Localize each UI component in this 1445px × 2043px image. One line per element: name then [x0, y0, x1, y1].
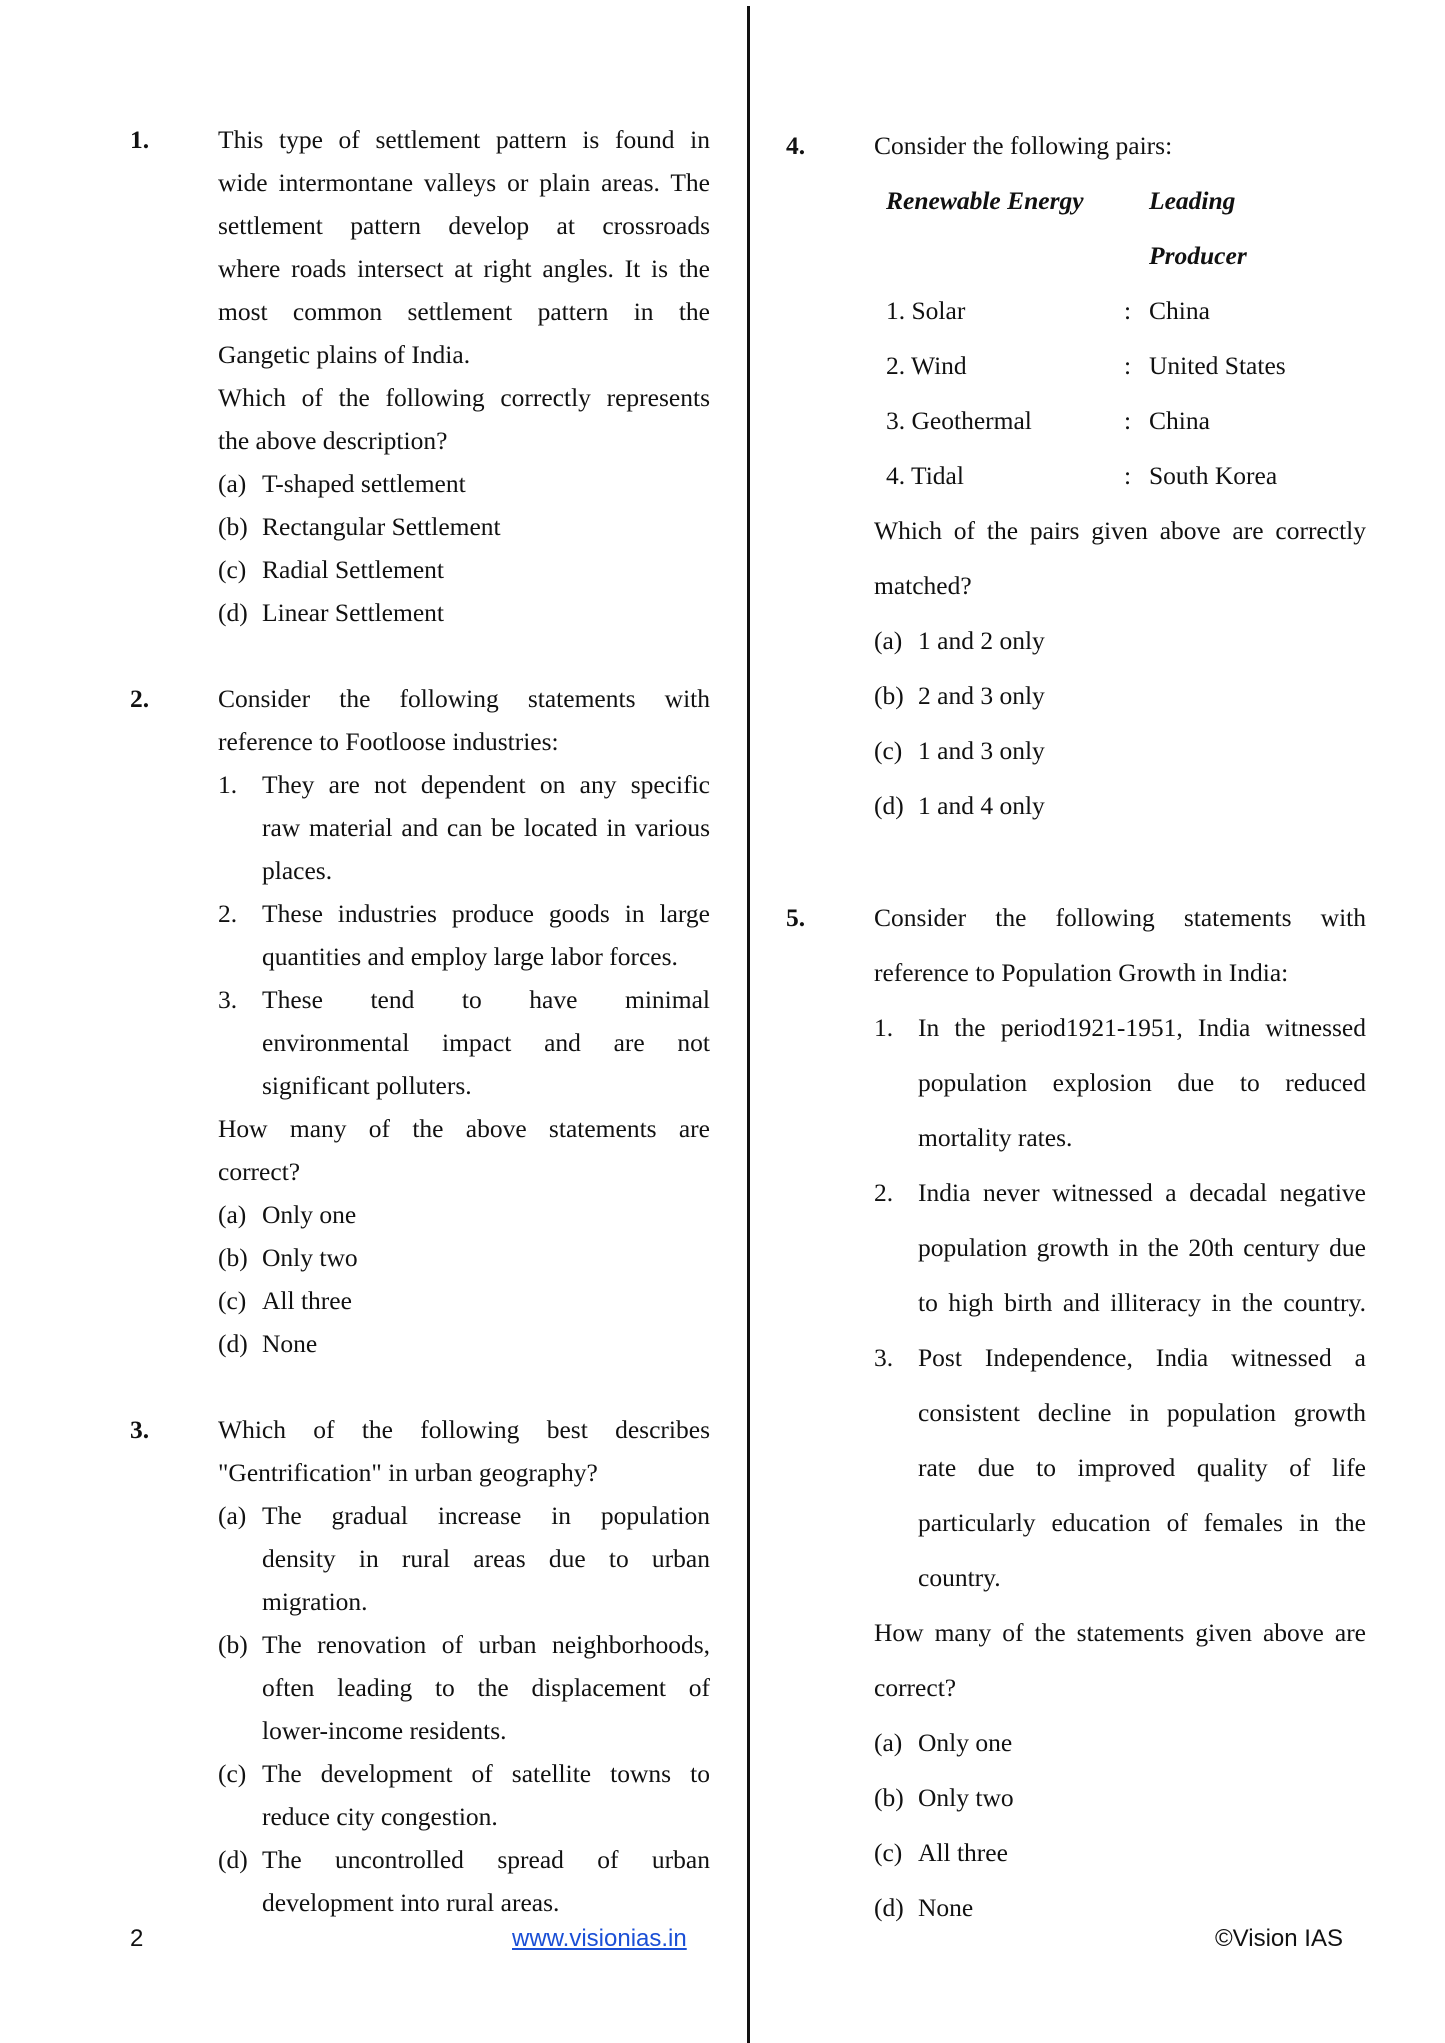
option-a[interactable]: (a) T-shaped settlement [218, 469, 466, 498]
question-text-line: Gangetic plains of India. [218, 340, 471, 369]
option-b[interactable]: (b) The renovation of urban neighborhoods, often leading to the displacement of lower-income residents. [218, 1630, 710, 1745]
option-d[interactable]: (d) None [874, 1893, 974, 1922]
question-prompt-line: Which of the pairs given above are correctly [874, 516, 1366, 545]
question-number: 5. [786, 903, 806, 932]
right-column [786, 118, 1366, 1935]
column-divider [747, 6, 750, 2043]
option-b[interactable]: (b) Rectangular Settlement [218, 512, 501, 541]
question-text-line: reference to Population Growth in India: [874, 958, 1289, 987]
question-number: 3. [130, 1415, 150, 1444]
header-leading-producer: Leading Producer [1149, 186, 1247, 270]
option-b[interactable]: (b) 2 and 3 only [874, 681, 1045, 710]
option-a[interactable]: (a) Only one [218, 1200, 357, 1229]
question-prompt-line: Which of the following correctly represents [218, 383, 710, 412]
pair-row-2: 2. Wind : United States [886, 351, 1286, 380]
question-prompt-line: How many of the above statements are [218, 1114, 710, 1143]
page-number: 2 [130, 1925, 144, 1952]
statement-3: 3. These tend to have minimal environmental impact and are not significant polluters. [218, 985, 710, 1100]
question-number: 4. [786, 131, 806, 160]
option-a[interactable]: (a) The gradual increase in population density in rural areas due to urban migration. [218, 1501, 710, 1616]
question-number: 1. [130, 125, 150, 154]
question-1 [130, 118, 710, 634]
option-b[interactable]: (b) Only two [218, 1243, 358, 1272]
question-2 [130, 677, 710, 1365]
pair-row-1: 1. Solar : China [886, 296, 1210, 325]
statement-2: 2. These industries produce goods in large quantities and employ large labor forces. [218, 899, 710, 971]
question-prompt-line: correct? [874, 1673, 957, 1702]
statement-1: 1. In the period1921-1951, India witnessed population explosion due to reduced mortality rates. [874, 1013, 1366, 1152]
option-d[interactable]: (d) Linear Settlement [218, 598, 444, 627]
option-d[interactable]: (d) The uncontrolled spread of urban development into rural areas. [218, 1845, 710, 1917]
question-5 [786, 890, 1366, 1935]
statement-2: 2. India never witnessed a decadal negative population growth in the 20th century due to high birth and illiteracy in the country. [874, 1178, 1366, 1317]
question-3 [130, 1408, 710, 1924]
question-prompt-line: matched? [874, 571, 972, 600]
question-text-line: "Gentrification" in urban geography? [218, 1458, 598, 1487]
left-column [130, 118, 710, 1924]
option-d[interactable]: (d) None [218, 1329, 318, 1358]
pair-row-4: 4. Tidal : South Korea [886, 461, 1278, 490]
copyright-text: ©Vision IAS [1215, 1925, 1343, 1952]
question-text-line: Consider the following statements with [218, 684, 710, 713]
statement-3: 3. Post Independence, India witnessed a consistent decline in population growth rate due to improved quality of life particularly education of females in the country. [874, 1343, 1366, 1592]
question-text-line: Which of the following best describes [218, 1415, 710, 1444]
option-c[interactable]: (c) All three [218, 1286, 352, 1315]
option-d[interactable]: (d) 1 and 4 only [874, 791, 1045, 820]
option-a[interactable]: (a) Only one [874, 1728, 1013, 1757]
question-prompt-line: the above description? [218, 426, 448, 455]
pairs-table-header [874, 173, 1366, 283]
option-c[interactable]: (c) All three [874, 1838, 1008, 1867]
option-b[interactable]: (b) Only two [874, 1783, 1014, 1812]
header-renewable-energy: Renewable Energy [886, 186, 1084, 215]
question-text-line: This type of settlement pattern is found in [218, 125, 710, 154]
question-prompt-line: correct? [218, 1157, 301, 1186]
option-c[interactable]: (c) The development of satellite towns to reduce city congestion. [218, 1759, 710, 1831]
website-link[interactable]: www.visionias.in [512, 1925, 687, 1952]
question-text-line: settlement pattern develop at crossroads [218, 211, 710, 240]
question-text-line: wide intermontane valleys or plain areas. The [218, 168, 710, 197]
option-c[interactable]: (c) Radial Settlement [218, 555, 444, 584]
option-a[interactable]: (a) 1 and 2 only [874, 626, 1045, 655]
question-text-line: Consider the following statements with [874, 903, 1366, 932]
question-prompt-line: How many of the statements given above are [874, 1618, 1366, 1647]
question-number: 2. [130, 684, 150, 713]
option-c[interactable]: (c) 1 and 3 only [874, 736, 1045, 765]
question-text-line: Consider the following pairs: [874, 131, 1173, 160]
question-text-line: where roads intersect at right angles. It is the [218, 254, 710, 283]
question-text-line: most common settlement pattern in the [218, 297, 710, 326]
question-text-line: reference to Footloose industries: [218, 727, 559, 756]
pair-row-3: 3. Geothermal : China [886, 406, 1210, 435]
question-4 [786, 118, 1366, 833]
statement-1: 1. They are not dependent on any specific raw material and can be located in various places. [218, 770, 710, 885]
